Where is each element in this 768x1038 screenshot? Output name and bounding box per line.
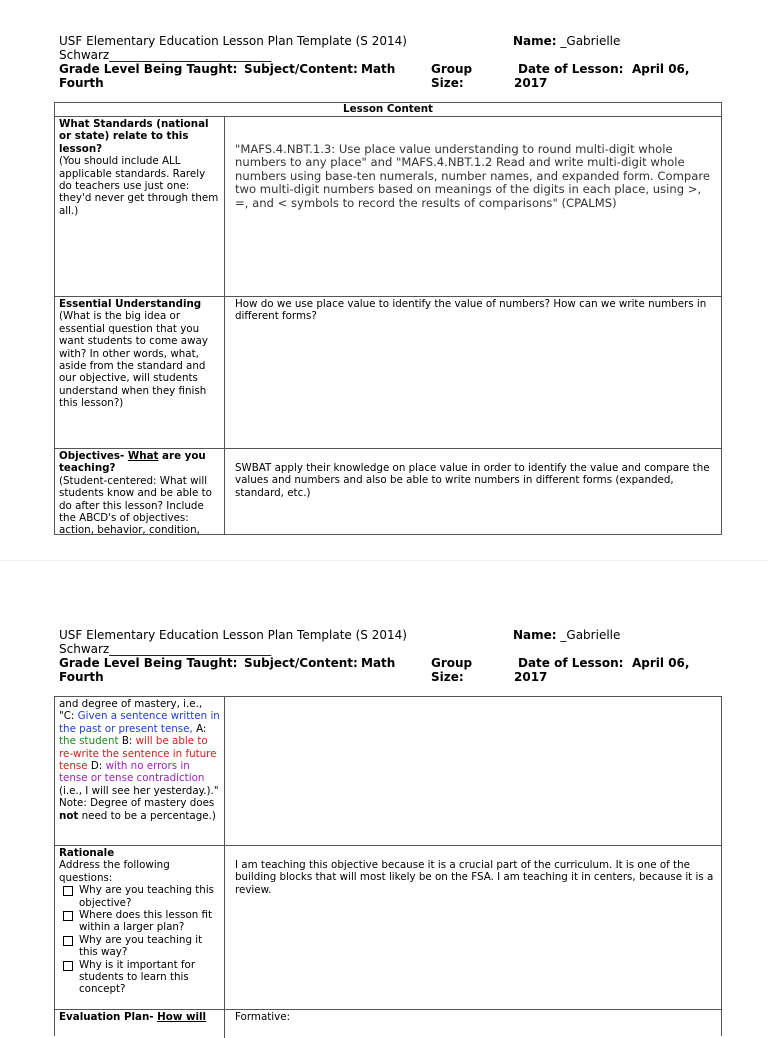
subject-value: Math (361, 62, 396, 76)
standards-label: What Standards (national or state) relate to this lesson? (59, 118, 209, 155)
objectives-label-cell (55, 449, 225, 535)
essential-row (55, 296, 721, 449)
page-separator (0, 560, 768, 561)
rationale-label: Rationale (59, 847, 115, 859)
rationale-question-text: Where does this lesson fit within a larger plan? (79, 909, 213, 934)
objectives-hint: (Student-centered: What will students know and be able to do after this lesson? Include the ABCD's of objectives: action, behavior, condition, (59, 474, 212, 537)
essential-label-cell (55, 297, 225, 449)
checkbox-icon (63, 936, 73, 946)
objectives-content: SWBAT apply their knowledge on place value in order to identify the value and compare the values and numbers and also be able to write numbers in different forms (expanded, standard, etc.) (235, 462, 710, 499)
lesson-content-table (54, 102, 722, 535)
name-continuation: Schwarz___________________________ (59, 642, 272, 656)
rationale-question (59, 884, 220, 909)
audience-text: the student (59, 735, 119, 748)
name-value: _Gabrielle (556, 34, 621, 48)
rationale-row (55, 845, 721, 1010)
objectives-row (55, 448, 721, 535)
grade-label: Grade Level Being Taught: (59, 656, 238, 670)
grade-value: Fourth (59, 76, 104, 90)
name-label: Name: (513, 34, 557, 48)
behavior-text: will be able to re-write the sentence in future tense (59, 735, 217, 773)
grade-value: Fourth (59, 670, 104, 684)
condition-prefix: "C: (59, 710, 78, 723)
degree-prefix: D: (87, 760, 106, 773)
rationale-question (59, 934, 220, 959)
page2-header (59, 629, 729, 685)
subject-label: Subject/Content: (244, 656, 358, 670)
evaluation-label-pre: Evaluation Plan- (59, 1011, 158, 1023)
date-value: April 06, (632, 656, 690, 670)
date-year: 2017 (514, 670, 548, 684)
note-pre: Note: Degree of mastery does (59, 797, 215, 810)
rationale-question (59, 959, 220, 996)
standards-label-cell (55, 117, 225, 297)
rationale-question-text: Why are you teaching it this way? (79, 933, 203, 959)
lesson-content-table-cont (54, 696, 722, 1036)
checkbox-icon (63, 911, 73, 921)
name-label: Name: (513, 628, 557, 642)
note-not: not (59, 809, 79, 822)
subject-value: Math (361, 656, 396, 670)
evaluation-label (59, 1011, 206, 1023)
group-label: Group (431, 62, 473, 76)
group-label: Group (431, 656, 473, 670)
degree-text: with no errors in tense or tense contradiction (59, 760, 205, 785)
subject-label: Subject/Content: (244, 62, 358, 76)
rationale-question-text: Why is it important for students to learn this concept? (79, 958, 196, 996)
objectives-label-what: What (127, 450, 159, 462)
essential-content: How do we use place value to identify the value of numbers? How can we write numbers in different forms? (235, 298, 707, 323)
evaluation-label-how: How will (157, 1011, 207, 1023)
name-continuation: Schwarz___________________________ (59, 48, 272, 62)
objectives-label-pre: Objectives- (59, 450, 128, 462)
checkbox-icon (63, 886, 73, 896)
audience-prefix: A: (192, 722, 207, 735)
group-label-size: Size: (431, 670, 464, 684)
template-title: USF Elementary Education Lesson Plan Template (S 2014) (59, 34, 407, 48)
name-field (513, 35, 620, 48)
objectives-cont-line1: and degree of mastery, i.e., (59, 698, 203, 710)
objectives-label (59, 450, 206, 474)
behavior-prefix: B: (118, 735, 136, 748)
objectives-example: (i.e., I will see her yesterday.)." (59, 784, 219, 797)
table-heading: Lesson Content (343, 103, 433, 115)
objectives-cont-cell (55, 697, 225, 845)
standards-content: "MAFS.4.NBT.1.3: Use place value understanding to round multi-digit whole numbers to any place" and "MAFS.4.NBT.1.2 Read and write multi-digit whole numbers using base-ten numerals, number names, and expanded form. Compare two multi-digit numbers based on meanings of the digits in each place, using >, =, and < symbols to record the results of comparisons" (CPALMS) (235, 142, 710, 210)
date-year: 2017 (514, 76, 548, 90)
group-label-size: Size: (431, 76, 464, 90)
rationale-hint: Address the following questions: (59, 859, 170, 884)
objectives-label-post: are you teaching? (59, 450, 206, 475)
name-field (513, 629, 620, 642)
evaluation-content: Formative: (235, 1011, 291, 1023)
standards-hint: (You should include ALL applicable standards. Rarely do teachers use just one: they'd never get through them all.) (59, 155, 219, 217)
standards-row (55, 116, 721, 297)
essential-label: Essential Understanding (59, 298, 202, 310)
name-value: _Gabrielle (556, 628, 621, 642)
note-post: need to be a percentage.) (78, 809, 216, 822)
rationale-content: I am teaching this objective because it is a crucial part of the curriculum. It is one of the building blocks that will most likely be on the FSA. I am teaching it in centers, because it is a review. (235, 859, 714, 896)
evaluation-label-cell (55, 1010, 225, 1038)
date-label: Date of Lesson: (518, 656, 624, 670)
rationale-question-text: Why are you teaching this objective? (79, 884, 215, 909)
condition-text: Given a sentence written in the past or present tense, (59, 710, 220, 735)
essential-hint: (What is the big idea or essential question that you want students to come away with? In other words, what, aside from the standard and our objective, will students understand when they finish this lesson?) (59, 310, 208, 410)
page1-header (59, 35, 729, 91)
rationale-label-cell (55, 846, 225, 1010)
objectives-cont-row (55, 697, 721, 845)
date-label: Date of Lesson: (518, 62, 624, 76)
date-value: April 06, (632, 62, 690, 76)
checkbox-icon (63, 961, 73, 971)
template-title: USF Elementary Education Lesson Plan Template (S 2014) (59, 628, 407, 642)
rationale-question (59, 909, 220, 934)
grade-label: Grade Level Being Taught: (59, 62, 238, 76)
